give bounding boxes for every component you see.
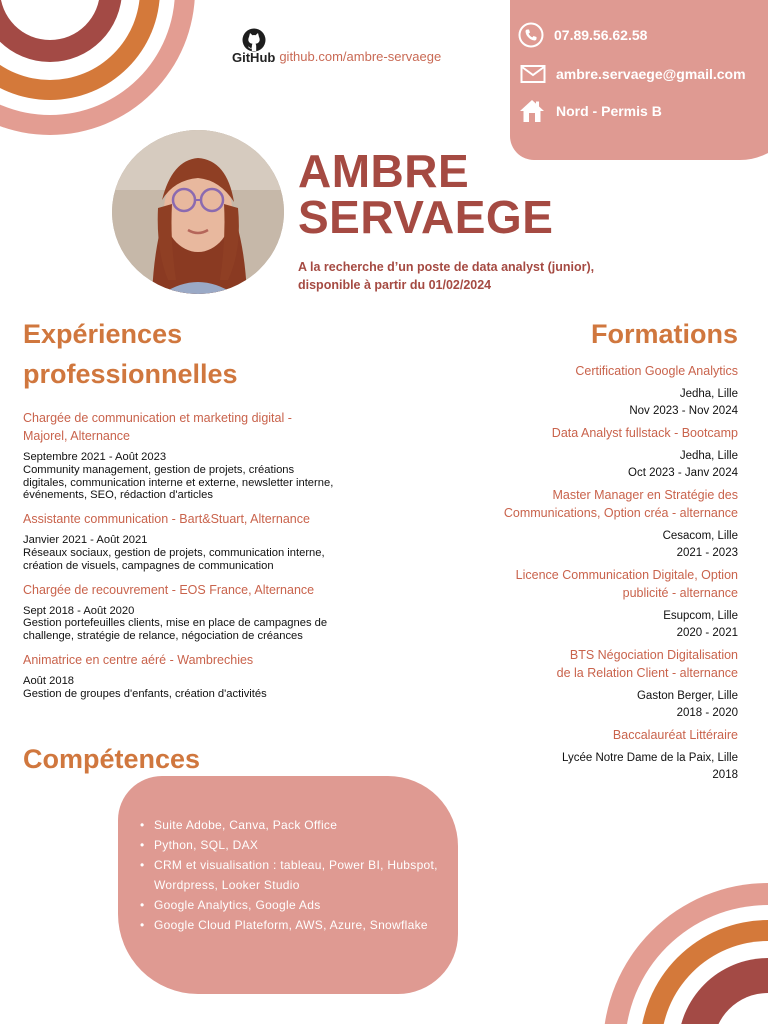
education-title <box>438 726 738 744</box>
github-link[interactable] <box>232 28 441 64</box>
skills-heading: Compétences <box>23 744 201 774</box>
experience-date: Janvier 2021 - Août 2021 <box>23 534 148 547</box>
mail-icon <box>520 64 546 84</box>
education-title-line: Communications, Option créa - alternance <box>503 506 738 520</box>
github-icon <box>241 28 267 52</box>
contact-location <box>518 98 662 124</box>
education-school: Gaston Berger, Lille <box>636 690 738 702</box>
education-title <box>438 362 738 380</box>
experience-item <box>23 651 393 701</box>
experience-heading-line-1: Expériences <box>23 319 183 349</box>
last-name: SERVAEGE <box>298 191 554 243</box>
education-title <box>438 486 738 522</box>
experience-description <box>23 464 393 502</box>
education-date: Nov 2023 - Nov 2024 <box>629 405 738 417</box>
experience-title-line: Majorel, Alternance <box>23 429 131 443</box>
decorative-rainbow-bottom-right <box>600 868 768 1024</box>
education-title-line: Data Analyst fullstack - Bootcamp <box>551 426 738 440</box>
education-title <box>438 424 738 442</box>
experience-heading <box>23 314 238 394</box>
education-list <box>438 362 738 788</box>
experience-item <box>23 581 393 643</box>
experience-item <box>23 409 393 502</box>
home-icon <box>518 98 546 124</box>
experience-list <box>23 409 393 709</box>
experience-description-line: événements, SEO, rédaction d'articles <box>23 489 213 502</box>
experience-description-line: digitales, communication interne et externe, newsletter interne, <box>23 476 334 489</box>
education-date: 2020 - 2021 <box>676 627 738 639</box>
education-item <box>438 362 738 420</box>
education-school: Esupcom, Lille <box>663 610 738 622</box>
full-name <box>298 145 554 243</box>
phone-icon <box>518 22 544 48</box>
experience-date: Septembre 2021 - Août 2023 <box>23 451 167 463</box>
education-title-line: de la Relation Client - alternance <box>556 666 738 680</box>
experience-description <box>23 547 393 573</box>
github-wordmark: GitHub <box>232 50 276 65</box>
education-title-line: Master Manager en Stratégie des <box>552 488 738 502</box>
experience-description-line: Réseaux sociaux, gestion de projets, communication interne, <box>23 546 325 559</box>
education-school: Jedha, Lille <box>679 450 738 462</box>
education-heading: Formations <box>590 319 738 349</box>
tagline-line-2: disponible à partir du 01/02/2024 <box>298 278 492 292</box>
education-title-line: Certification Google Analytics <box>575 364 738 378</box>
profile-photo <box>112 130 284 294</box>
skills-list <box>130 815 484 935</box>
education-title-line: BTS Négociation Digitalisation <box>569 648 738 662</box>
skill-item: • CRM et visualisation : tableau, Power BI, Hubspot, <box>154 855 484 875</box>
experience-description <box>23 617 393 643</box>
experience-date: Août 2018 <box>23 674 75 687</box>
first-name: AMBRE <box>298 145 470 197</box>
education-item <box>438 726 738 784</box>
skill-item: • Suite Adobe, Canva, Pack Office <box>154 815 484 835</box>
education-school: Lycée Notre Dame de la Paix, Lille <box>562 752 738 764</box>
skill-item: • Google Cloud Plateform, AWS, Azure, Snowflake <box>154 915 484 935</box>
education-date: Oct 2023 - Janv 2024 <box>628 467 738 479</box>
experience-description-line: Community management, gestion de projets, créations <box>23 463 295 476</box>
experience-description-line: Gestion portefeuilles clients, mise en place de campagnes de <box>23 617 328 630</box>
experience-title: Chargée de recouvrement - EOS France, Alternance <box>23 582 315 597</box>
github-logo <box>232 28 275 64</box>
education-title-line: Baccalauréat Littéraire <box>612 728 738 742</box>
experience-description-line: Gestion de groupes d'enfants, création d'activités <box>23 687 267 700</box>
github-url[interactable]: github.com/ambre-servaege <box>279 49 442 64</box>
experience-title: Animatrice en centre aéré - Wambrechies <box>23 652 254 667</box>
education-title-line: Licence Communication Digitale, Option <box>515 568 738 582</box>
education-item <box>438 424 738 482</box>
portrait-image <box>112 130 284 294</box>
education-title-line: publicité - alternance <box>622 586 738 600</box>
experience-title-line: Chargée de communication et marketing digital - <box>23 411 292 425</box>
education-school: Jedha, Lille <box>679 388 738 400</box>
skill-item: • Google Analytics, Google Ads <box>154 895 484 915</box>
education-item <box>438 646 738 722</box>
email-address: ambre.servaege@gmail.com <box>556 66 746 82</box>
education-date: 2021 - 2023 <box>676 547 738 559</box>
education-title <box>438 646 738 682</box>
contact-email[interactable] <box>520 64 746 84</box>
education-title <box>438 566 738 602</box>
experience-item <box>23 510 393 572</box>
experience-title <box>23 409 393 445</box>
education-item <box>438 566 738 642</box>
experience-date: Sept 2018 - Août 2020 <box>23 604 135 617</box>
experience-description-line: challenge, stratégie de relance, négociation de créances <box>23 630 303 643</box>
experience-description <box>23 688 393 701</box>
experience-title: Assistante communication - Bart&Stuart, Alternance <box>23 512 310 527</box>
skill-item: • Python, SQL, DAX <box>154 835 484 855</box>
education-school: Cesacom, Lille <box>662 530 738 542</box>
tagline-line-1: A la recherche d’un poste de data analyst (junior), <box>298 260 595 274</box>
phone-number: 07.89.56.62.58 <box>554 27 648 43</box>
education-date: 2018 - 2020 <box>676 707 738 719</box>
education-date: 2018 <box>712 769 738 781</box>
education-item <box>438 486 738 562</box>
location-text: Nord - Permis B <box>556 103 662 119</box>
contact-phone[interactable] <box>518 22 647 48</box>
skill-item-continuation: Wordpress, Looker Studio <box>154 878 300 892</box>
tagline <box>298 258 594 294</box>
experience-heading-line-2: professionnelles <box>23 359 238 389</box>
experience-description-line: création de visuels, campagnes de communication <box>23 559 274 572</box>
